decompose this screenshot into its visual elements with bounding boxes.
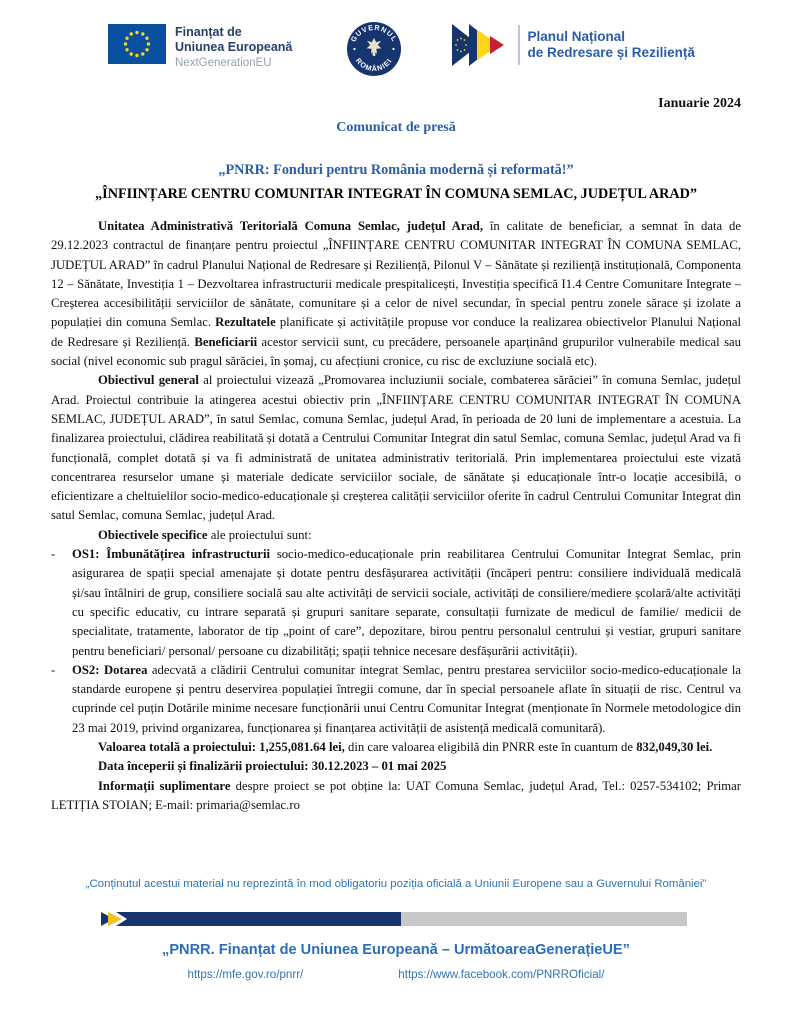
eu-logo-line1: Finanțat de (175, 25, 242, 39)
list-item-os2 (51, 661, 741, 738)
gov-seal-bottom-text: ROMÂNIEI (353, 56, 394, 74)
headline-project: „ÎNFIINȚARE CENTRU COMUNITAR INTEGRAT ÎN COMUNA SEMLAC, JUDEȚUL ARAD” (95, 186, 697, 202)
pnrr-arrows-icon (452, 23, 510, 67)
bullet-dash: - (51, 547, 56, 562)
bullet-dash: - (51, 662, 56, 677)
pnrr-logo-text (528, 29, 695, 61)
footer-links (0, 968, 792, 981)
footer-disclaimer: „Conținutul acestui material nu reprezintă în mod obligatoriu poziția oficială a Uniunii Europene sau a Guvernului României” (85, 878, 707, 890)
paragraph-total-value: Valoarea totală a proiectului: 1,255,081.64 lei, din care valoarea eligibilă din PNRR este în cuantum de 832,049,30 lei. (98, 740, 713, 755)
pnrr-logo-line1: Planul Național (527, 28, 626, 44)
pnrr-logo-divider (518, 25, 520, 65)
link-mfe-pnrr[interactable]: https://mfe.gov.ro/pnrr/ (187, 968, 304, 981)
eu-flag-icon (108, 24, 166, 64)
eu-logo-line3: NextGenerationEU (175, 56, 272, 69)
paragraph-contact-info: Informații suplimentare despre proiect se pot obține la: UAT Comuna Semlac, județul Arad, Tel.: 0257-534102; Primar LETIȚIA STOIAN; E-mail: primaria@semlac.ro (51, 778, 741, 812)
footer-slogan: „PNRR. Finanțat de Uniunea Europeană – UrmătoareaGenerațieUE” (162, 942, 630, 958)
progress-bar-filled (116, 912, 401, 926)
paragraph-project-dates: Data începerii și finalizării proiectului: 30.12.2023 – 01 mai 2025 (98, 759, 447, 774)
paragraph-specific-lead: Obiectivele specifice ale proiectului sunt: (98, 527, 312, 542)
document-date: Ianuarie 2024 (658, 96, 741, 111)
headline-pnrr: „PNRR: Fonduri pentru România modernă și reformată!” (218, 162, 574, 178)
list-item-os1-text: OS1: Îmbunătățirea infrastructurii socio-medico-educaționale prin reabilitarea Centrului Comunitar Integrat Semlac, prin asigurarea de spații special amenajate și dotate pentru desfășurarea activității (încăperi pentru: consiliere individuală medicală și/sau întâlniri de grup, consiliere socială sau alte activități de servicii sociale, activități de consiliere/mediere școlară/alte activități cu specific educativ, cu intrare separată și grupuri sanitare separate, consultații furnizate de medicul de familie/ medicii de specialitate, tratamente, laborator de tip „point of care”, depozitare, birou pentru personalul centrului și vestiar, grupuri sanitare pentru beneficiari/ personal/ persoane cu dizabilități; spații tehnice necesare desfășurării activității). (72, 547, 741, 658)
eu-logo-text (175, 24, 292, 70)
link-facebook-pnrr[interactable]: https://www.facebook.com/PNRROficial/ (398, 968, 605, 981)
paragraph-objective: Obiectivul general al proiectului vizează „Promovarea incluziunii sociale, combaterea sărăciei” în comuna Semlac, județul Arad. Proiectul contribuie la atingerea acestui obiectiv prin „ÎNFIINȚARE CENTRU COMUNITAR INTEGRAT ÎN COMUNA SEMLAC, JUDEȚUL ARAD”, în satul Semlac, comuna Semlac, județul Arad, în perioada de 20 luni de implementare a acestuia. La finalizarea proiectului, clădirea reabilitată și dotată a Centrului Comunitar Integrat din satul Semlac, comuna Semlac, județul Arad va fi funcțională, complet dotată și va fi administrată de unitatea administrativ teritorială. Prin implementarea proiectului este vizată concentrarea resurselor umane și materiale dedicate serviciilor sociale, de sănătate și educaționale într-o locație accesibilă, o eficientizare a cheltuielilor socio-medico-educaționale și creșterea calității serviciilor oferite în cadrul Centrului Comunitar Integrat din satul Semlac, comuna Semlac, județul Arad. (51, 373, 741, 523)
romanian-government-seal-icon (345, 20, 403, 83)
list-item-os1 (51, 545, 741, 661)
pnrr-logo (452, 23, 695, 67)
body-text (51, 217, 741, 815)
document-type-title: Comunicat de presă (336, 120, 456, 135)
pnrr-logo-line2: de Redresare și Reziliență (527, 45, 695, 60)
document-body (51, 96, 741, 815)
paragraph-intro: Unitatea Administrativă Teritorială Comuna Semlac, județul Arad, în calitate de beneficiar, a semnat în data de 29.12.2023 contractul de finanțare pentru proiectul „ÎNFIINȚARE CENTRU COMUNITAR INTEGRAT ÎN COMUNA SEMLAC, JUDEȚUL ARAD” în cadrul Planului Național de Redresare și Reziliență, Pilonul V – Sănătate și reziliență instituțională, Componenta 12 – Sănătate, Investiția 1 – Dezvoltarea infrastructurii medicale prespitalicești, Investiția specifică I1.4 Centre Comunitare Integrate – Creșterea accesibilității serviciilor de sănătate, comunitare și a celor de nivel secundar, în special pentru zonele sărace și izolate a populației din comuna Semlac. Rezultatele planificate și activitățile propuse vor conduce la realizarea obiectivelor Planului Național de Redresare și Reziliență. Beneficiarii acestor servicii sunt, cu precădere, persoanele aparținând grupurilor vulnerabile medical sau social (nivel economic sub pragul sărăciei, în șomaj, cu afecțiuni cronice, cu risc de excluziune socială etc). (51, 219, 741, 369)
gov-seal-top-text: GUVERNUL (348, 22, 400, 44)
list-item-os2-text: OS2: Dotarea adecvată a clădirii Centrului comunitar integrat Semlac, pentru prestarea serviciilor socio-medico-educaționale la standarde europene și pentru deservirea populației întregii comune, dar în special persoanele aflate în situații de risc. Centrul va cuprinde cel puțin Dotările minime necesare funcționării unui Centru Comunitar Integrat (menționate în Normele metodologice din 23 mai 2019, privind organizarea, funcționarea și finanțarea activității de asistență medicală comunitară). (72, 662, 742, 735)
eu-funding-logo (108, 24, 292, 70)
progress-bar-track (401, 912, 687, 926)
eu-logo-line2: Uniunea Europeană (175, 39, 293, 54)
pnrr-progress-bar (101, 911, 701, 927)
header-logo-strip (0, 20, 792, 84)
